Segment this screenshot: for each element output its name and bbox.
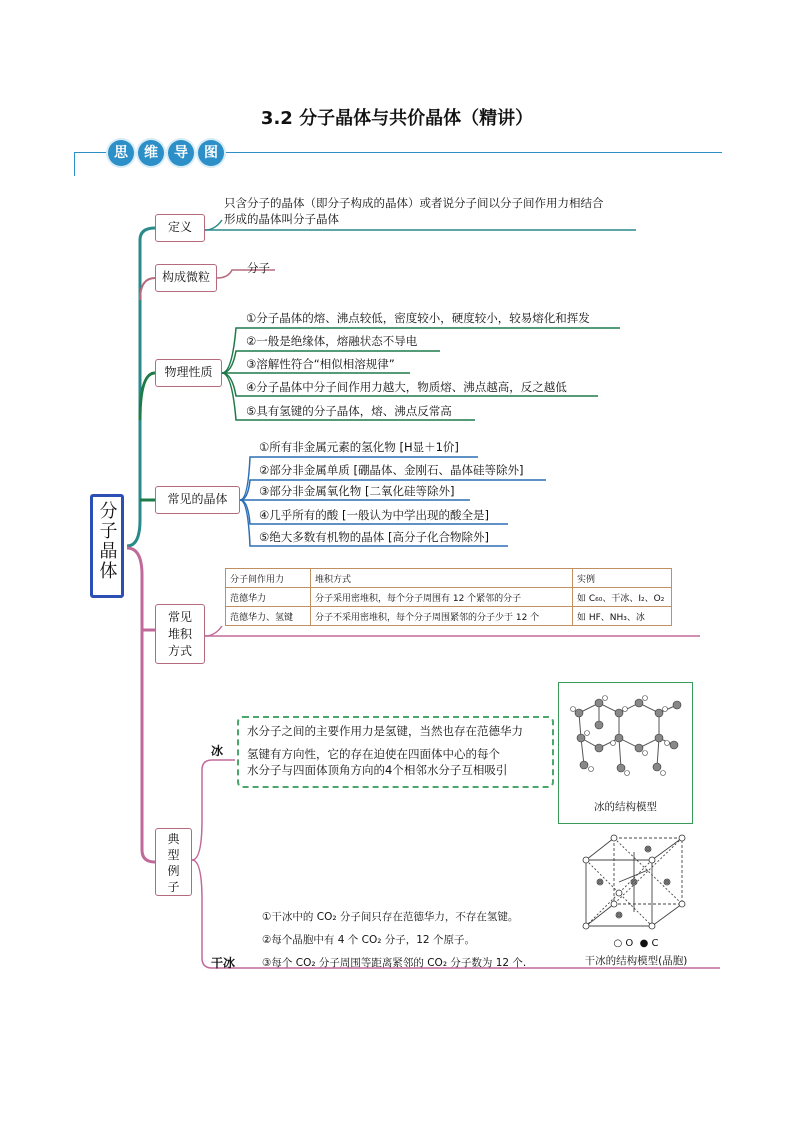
node-particles xyxy=(155,264,217,292)
node-label: 物理性质 xyxy=(164,365,213,379)
physical-item: ⑤具有氢键的分子晶体，熔、沸点反常高 xyxy=(246,404,452,418)
ice-caption: 冰的结构模型 xyxy=(594,801,657,813)
ice-structure-figure xyxy=(558,682,693,824)
table-cell: 如 C₆₀、干冰、I₂、O₂ xyxy=(573,588,672,607)
node-label: 定义 xyxy=(167,220,192,234)
root-node xyxy=(90,494,124,598)
common-item: ④几乎所有的酸 [一般认为中学出现的酸全是] xyxy=(259,508,489,522)
node-stacking xyxy=(155,604,205,664)
table-cell: 分子不采用密堆积，每个分子周围紧邻的分子少于 12 个 xyxy=(311,607,573,626)
ice-line-2: 氢键有方向性，它的存在迫使在四面体中心的每个 xyxy=(247,747,500,761)
common-item: ③部分非金属氧化物 [二氧化硅等除外] xyxy=(259,484,455,498)
node-label: 常见堆积方式 xyxy=(167,610,192,658)
root-label: 分子晶体 xyxy=(96,501,118,581)
ice-line-1: 水分子之间的主要作用力是氢键，当然也存在范德华力 xyxy=(247,724,523,738)
dry-ice-legend xyxy=(574,938,698,949)
common-item: ①所有非金属元素的氢化物 [H显＋1价] xyxy=(259,440,459,454)
table-header: 分子间作用力 xyxy=(226,569,311,588)
carbon-legend-icon: ● xyxy=(639,938,649,949)
dry-ice-structure-figure xyxy=(574,830,698,970)
physical-item: ④分子晶体中分子间作用力越大，物质熔、沸点越高，反之越低 xyxy=(246,380,567,394)
dry-ice-item: ③每个 CO₂ 分子周围等距离紧邻的 CO₂ 分子数为 12 个. xyxy=(262,957,527,969)
table-cell: 分子采用密堆积，每个分子周围有 12 个紧邻的分子 xyxy=(311,588,573,607)
dry-ice-item: ①干冰中的 CO₂ 分子间只存在范德华力，不存在氢键。 xyxy=(262,911,519,923)
table-cell: 范德华力 xyxy=(226,588,311,607)
page-title: 3.2 分子晶体与共价晶体（精讲） xyxy=(260,108,534,129)
badge-char: 图 xyxy=(198,140,224,166)
common-item: ②部分非金属单质 [硼晶体、金刚石、晶体硅等除外] xyxy=(259,463,524,477)
physical-item: ③溶解性符合“相似相溶规律” xyxy=(246,357,395,371)
badge-char: 维 xyxy=(138,140,164,166)
dry-ice-label: 干冰 xyxy=(211,956,236,970)
node-label: 构成微粒 xyxy=(161,270,210,284)
dry-ice-item: ②每个晶胞中有 4 个 CO₂ 分子，12 个原子。 xyxy=(262,934,475,946)
dry-ice-caption: 干冰的结构模型(晶胞) xyxy=(584,955,688,967)
ice-structure-image xyxy=(559,683,692,795)
node-label: 常见的晶体 xyxy=(167,492,228,506)
ice-line-3: 水分子与四面体顶角方向的4个相邻水分子互相吸引 xyxy=(247,763,508,777)
common-item: ⑤绝大多数有机物的晶体 [高分子化合物除外] xyxy=(259,530,489,544)
ice-label: 冰 xyxy=(211,744,224,758)
physical-item: ②一般是绝缘体，熔融状态不导电 xyxy=(246,334,418,348)
table-row xyxy=(226,588,672,607)
table-row xyxy=(226,607,672,626)
dry-ice-structure-image xyxy=(574,830,698,936)
node-examples xyxy=(155,828,192,896)
table-cell: 范德华力、氢键 xyxy=(226,607,311,626)
node-physical-properties xyxy=(155,359,222,387)
table-header: 堆积方式 xyxy=(311,569,573,588)
node-label: 典型例子 xyxy=(167,832,180,894)
carbon-legend-label: C xyxy=(651,938,659,949)
particles-value: 分子 xyxy=(247,261,270,275)
physical-item: ①分子晶体的熔、沸点较低，密度较小，硬度较小，较易熔化和挥发 xyxy=(246,311,590,325)
node-common-crystals xyxy=(155,486,240,514)
table-header-row xyxy=(226,569,672,588)
definition-line-1: 只含分子的晶体（即分子构成的晶体）或者说分子间以分子间作用力相结合 xyxy=(224,196,604,210)
oxygen-legend-label: O xyxy=(625,938,634,949)
badge-char: 思 xyxy=(108,140,134,166)
oxygen-legend-icon: ○ xyxy=(613,938,623,949)
definition-line-2: 形成的晶体叫分子晶体 xyxy=(224,212,339,226)
node-definition xyxy=(155,214,205,242)
table-header: 实例 xyxy=(573,569,672,588)
table-cell: 如 HF、NH₃、冰 xyxy=(573,607,672,626)
stacking-table xyxy=(225,568,672,626)
badge-char: 导 xyxy=(168,140,194,166)
